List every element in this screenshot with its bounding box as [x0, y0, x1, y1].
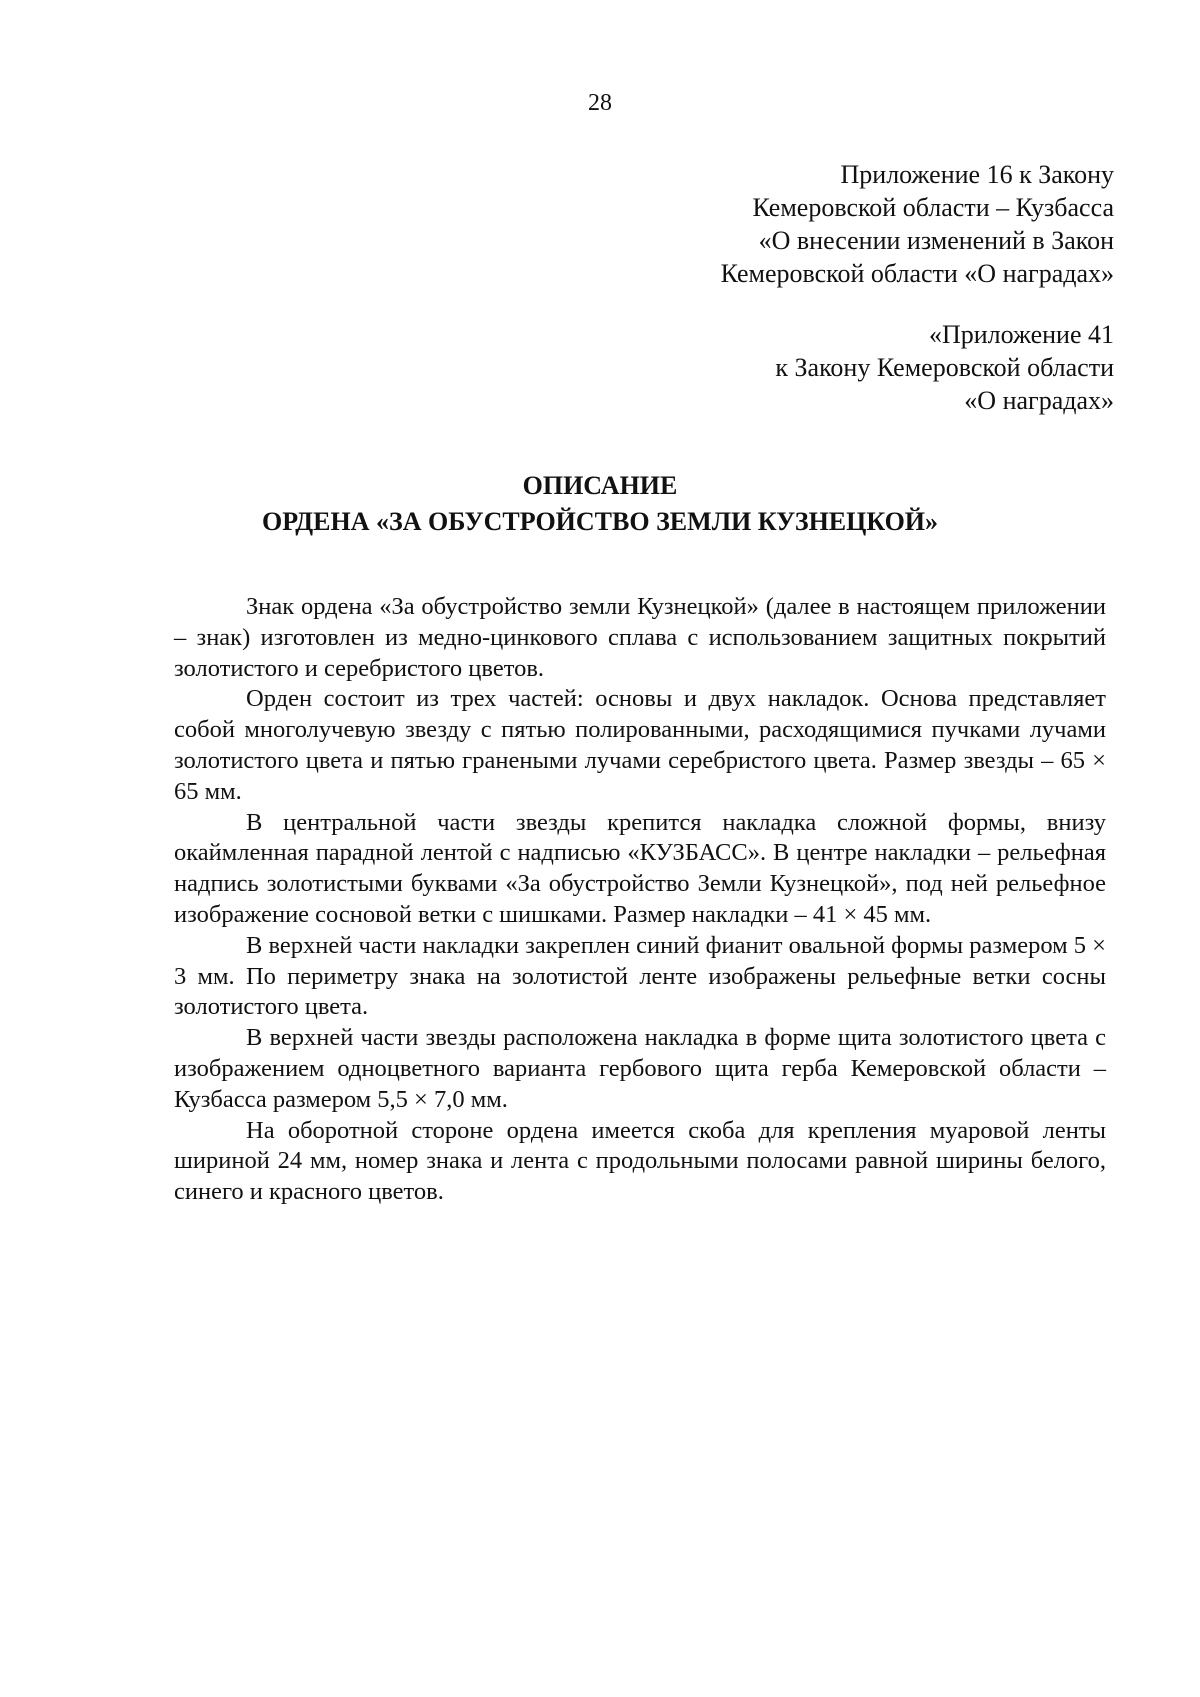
body-paragraph: Орден состоит из трех частей: основы и двух накладок. Основа представляет собой многолучевую звезду с пятью полированными, расходящимися пучками лучами золотистого цвета и пятью гранеными лучами серебристого цвета. Размер звезды – 65 × 65 мм. [174, 685, 1106, 805]
title-line-1: ОПИСАНИЕ [522, 471, 678, 500]
body-paragraph: В верхней части звезды расположена накладка в форме щита золотистого цвета с изображением одноцветного варианта гербового щита герба Кемеровской области – Кузбасса размером 5,5 × 7,0 мм. [174, 1024, 1106, 1113]
document-body [174, 592, 1106, 1208]
appendix-quote-line: «Приложение 41 [928, 320, 1114, 349]
appendix-header-line: «О внесении изменений в Закон [758, 226, 1114, 255]
appendix-quote [775, 318, 1114, 417]
body-paragraph: В центральной части звезды крепится накладка сложной формы, внизу окаймленная парадной лентой с надписью «КУЗБАСС». В центре накладки – рельефная надпись золотистыми буквами «За обустройство Земли Кузнецкой», под ней рельефное изображение сосновой ветки с шишками. Размер накладки – 41 × 45 мм. [174, 808, 1106, 928]
appendix-quote-line: к Закону Кемеровской области [775, 353, 1114, 382]
page-number: 28 [588, 90, 612, 116]
appendix-header-line: Приложение 16 к Закону [840, 160, 1114, 189]
appendix-header-line: Кемеровской области – Кузбасса [752, 193, 1114, 222]
appendix-quote-line: «О наградах» [964, 386, 1114, 415]
body-paragraph: Знак ордена «За обустройство земли Кузнецкой» (далее в настоящем приложении – знак) изготовлен из медно-цинкового сплава с использованием защитных покрытий золотистого и серебристого цветов. [174, 593, 1106, 682]
appendix-header-line: Кемеровской области «О наградах» [720, 259, 1114, 288]
body-paragraph: На оборотной стороне ордена имеется скоба для крепления муаровой ленты шириной 24 мм, номер знака и лента с продольными полосами равной ширины белого, синего и красного цветов. [174, 1116, 1106, 1206]
document-title [0, 468, 1200, 540]
body-paragraph: В верхней части накладки закреплен синий фианит овальной формы размером 5 × 3 мм. По периметру знака на золотистой ленте изображены рельефные ветки сосны золотистого цвета. [174, 931, 1106, 1021]
appendix-header [721, 158, 1114, 290]
title-line-2: ОРДЕНА «ЗА ОБУСТРОЙСТВО ЗЕМЛИ КУЗНЕЦКОЙ» [261, 507, 939, 536]
